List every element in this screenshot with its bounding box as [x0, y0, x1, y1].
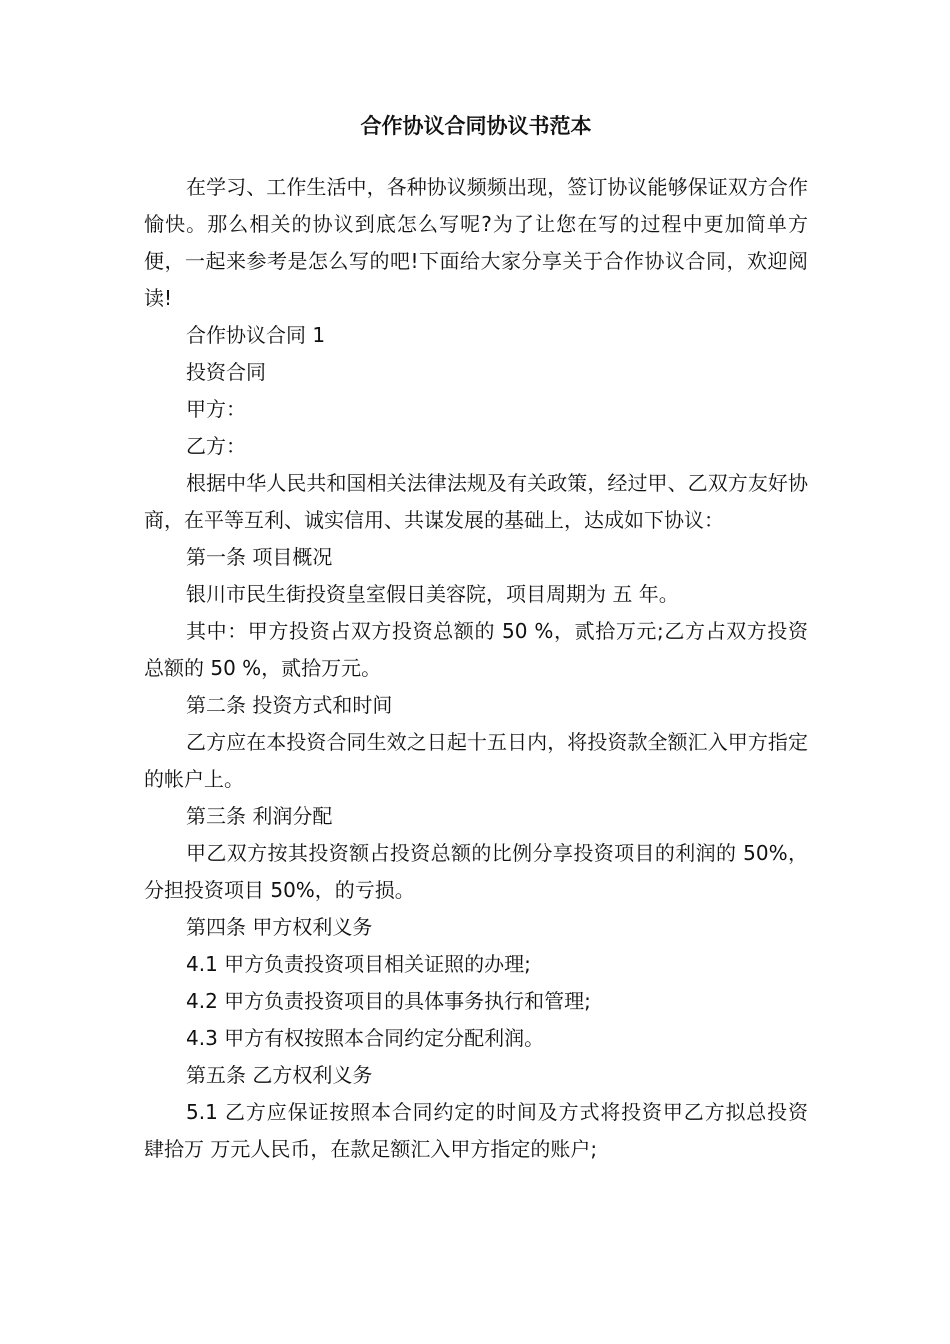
article-2-heading: 第二条 投资方式和时间 — [186, 693, 393, 717]
article-3-body: 甲乙双方按其投资额占投资总额的比例分享投资项目的利润的 50%，分担投资项目 50%，的亏损。 — [144, 841, 808, 902]
intro-paragraph: 在学习、工作生活中，各种协议频频出现，签订协议能够保证双方合作愉快。那么相关的协议到底怎么写呢?为了让您在写的过程中更加简单方便，一起来参考是怎么写的吧!下面给大家分享关于合作协议合同，欢迎阅读! — [144, 175, 808, 310]
preamble-paragraph: 根据中华人民共和国相关法律法规及有关政策，经过甲、乙双方友好协商，在平等互利、诚实信用、共谋发展的基础上，达成如下协议： — [144, 471, 808, 532]
document-title: 合作协议合同协议书范本 — [360, 114, 592, 138]
document-content — [144, 108, 808, 1168]
article-1-body: 银川市民生街投资皇室假日美容院，项目周期为 五 年。 — [186, 582, 679, 606]
article-4-item-3: 4.3 甲方有权按照本合同约定分配利润。 — [186, 1026, 545, 1050]
article-5-item-1: 5.1 乙方应保证按照本合同约定的时间及方式将投资甲乙方拟总投资 肆拾万 万元人民币，在款足额汇入甲方指定的账户; — [144, 1100, 808, 1161]
article-4-heading: 第四条 甲方权利义务 — [186, 915, 373, 939]
article-1-heading: 第一条 项目概况 — [186, 545, 333, 569]
contract-heading: 合作协议合同 1 — [186, 323, 326, 347]
party-a-label: 甲方： — [186, 397, 246, 421]
article-4-item-2: 4.2 甲方负责投资项目的具体事务执行和管理; — [186, 989, 591, 1013]
article-2-body: 乙方应在本投资合同生效之日起十五日内，将投资款全额汇入甲方指定的帐户上。 — [144, 730, 808, 791]
article-5-heading: 第五条 乙方权利义务 — [186, 1063, 373, 1087]
article-1-detail: 其中：甲方投资占双方投资总额的 50 %，贰拾万元;乙方占双方投资总额的 50 %，贰拾万元。 — [144, 619, 808, 680]
article-4-item-1: 4.1 甲方负责投资项目相关证照的办理; — [186, 952, 531, 976]
contract-type: 投资合同 — [186, 360, 266, 384]
party-b-label: 乙方： — [186, 434, 246, 458]
article-3-heading: 第三条 利润分配 — [186, 804, 333, 828]
